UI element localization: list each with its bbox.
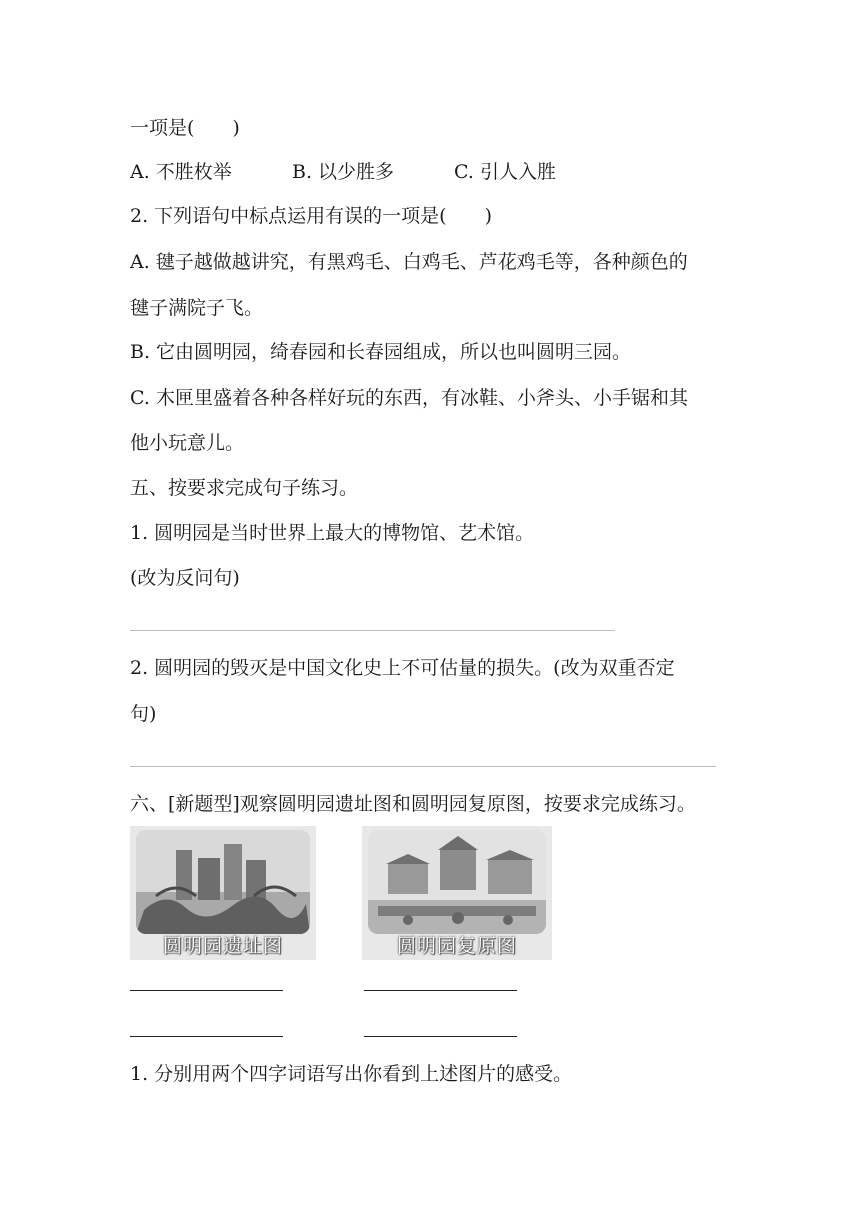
option-c: C. 引人入胜: [454, 161, 556, 183]
restoration-caption: 圆明园复原图: [396, 935, 517, 957]
section-5-heading: 五、按要求完成句子练习。: [130, 477, 359, 499]
section-5-q1: 1. 圆明园是当时世界上最大的博物馆、艺术馆。: [130, 522, 535, 544]
question-2-stem: 2. 下列语句中标点运用有误的一项是( ): [130, 205, 492, 227]
option-a-line2: 毽子满院子飞。: [130, 297, 264, 319]
q4-tail: 一项是( ): [130, 117, 240, 139]
ruins-caption: 圆明园遗址图: [162, 935, 283, 957]
ruins-photo: [130, 826, 316, 960]
option-b-text: B. 它由圆明园，绮春园和长春园组成，所以也叫圆明三园。: [130, 341, 632, 363]
answer-line-6-right-2[interactable]: [364, 1036, 517, 1037]
option-c-line2: 他小玩意儿。: [130, 432, 245, 454]
section-5-q2-line2: 句): [130, 703, 157, 725]
option-a: A. 不胜枚举: [130, 161, 232, 183]
section-5-q2-line1: 2. 圆明园的毁灭是中国文化史上不可估量的损失。(改为双重否定: [130, 657, 675, 679]
answer-line-5-1[interactable]: [130, 630, 615, 631]
section-6-q1: 1. 分别用两个四字词语写出你看到上述图片的感受。: [130, 1063, 573, 1085]
option-a-line1: A. 毽子越做越讲究，有黑鸡毛、白鸡毛、芦花鸡毛等，各种颜色的: [130, 251, 688, 273]
restoration-illustration: [368, 830, 546, 934]
ruins-picture: [136, 830, 310, 934]
section-5-q1-requirement: (改为反问句): [130, 567, 240, 589]
ruins-illustration: [136, 830, 310, 934]
restoration-photo: [362, 826, 552, 960]
answer-line-6-left-1[interactable]: [130, 990, 283, 991]
section-6-heading: 六、[新题型]观察圆明园遗址图和圆明园复原图，按要求完成练习。: [130, 793, 696, 815]
restoration-picture: [368, 830, 546, 934]
option-c-line1: C. 木匣里盛着各种各样好玩的东西，有冰鞋、小斧头、小手锯和其: [130, 387, 688, 409]
option-b: B. 以少胜多: [292, 161, 395, 183]
answer-line-6-right-1[interactable]: [364, 990, 517, 991]
answer-line-6-left-2[interactable]: [130, 1036, 283, 1037]
answer-line-5-2[interactable]: [130, 766, 716, 767]
